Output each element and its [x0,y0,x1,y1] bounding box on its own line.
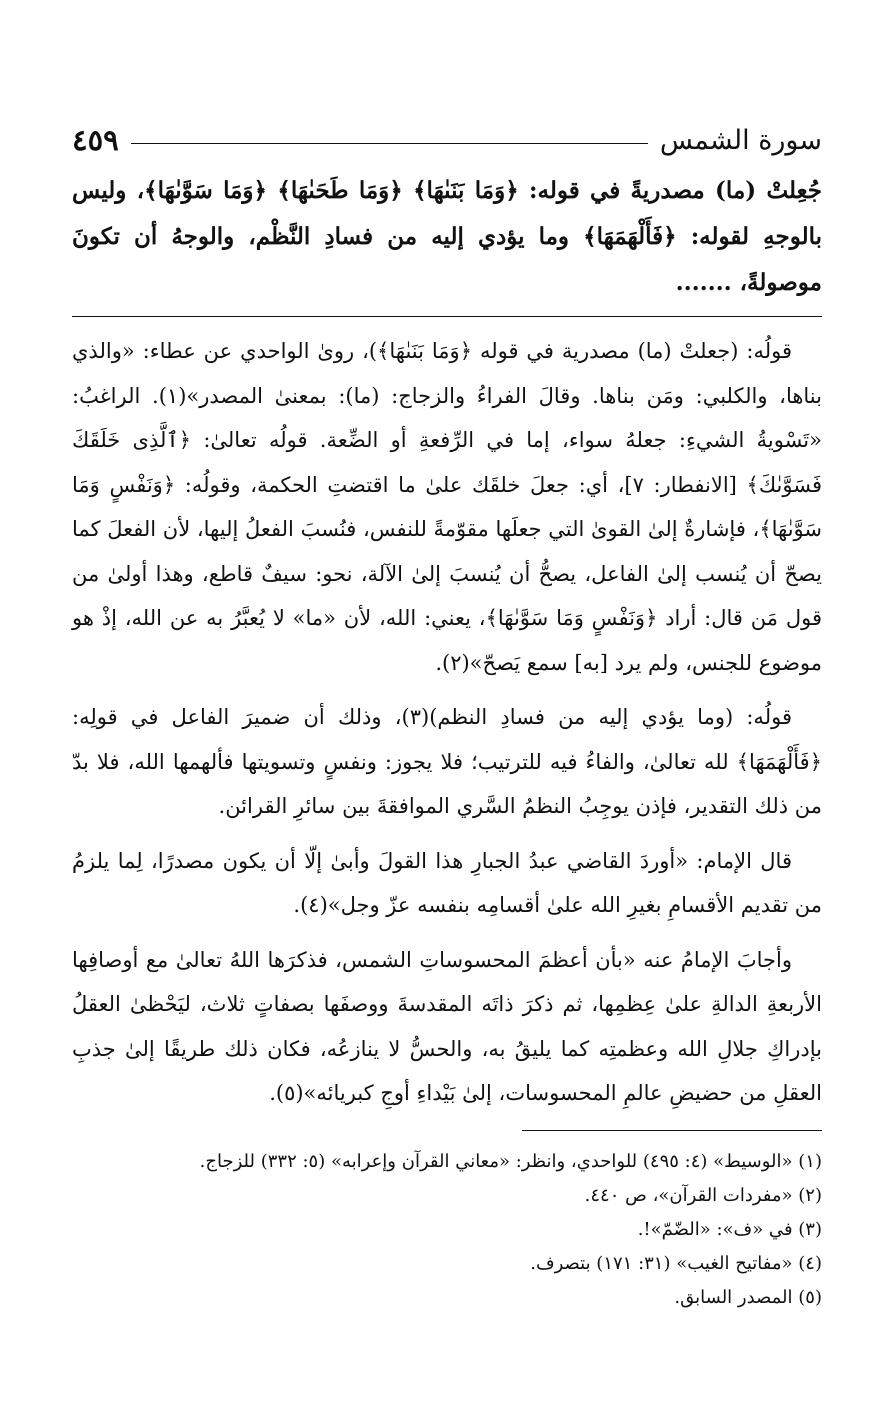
footnotes [72,1145,822,1315]
page-header [72,120,822,160]
footnote: (٤) «مفاتيح الغيب» (٣١: ١٧١) بتصرف. [530,1252,822,1274]
footnote: (٣) في «ف»: «الضّمّ»!. [637,1218,822,1240]
commentary-paragraph: قولُه: (جعلتْ (ما) مصدرية في قوله ﴿وَمَا بَنَىٰهَا﴾)، روىٰ الواحدي عن عطاء: «والذي بناها، والكلبي: ومَن بناها. وقالَ الفراءُ والزجاج: (ما): بمعنىٰ المصدر»(١). الراغبُ: «تَسْويةُ الشيءِ: جعلهُ سواء، إما في الرِّفعةِ أو الضِّعة. قولُه تعالىٰ: ﴿ٱلَّذِى خَلَقَكَ فَسَوَّىٰكَ﴾ [الانفطار: ٧]، أي: جعلَ خلقَك علىٰ ما اقتضتِ الحكمة، وقولُه: ﴿وَنَفْسٍ وَمَا سَوَّىٰهَا﴾، فإشارةٌ إلىٰ القوىٰ التي جعلَها مقوّمةً للنفس، فنُسبَ الفعلُ إليها، لأن الفعلَ كما يصحّ أن يُنسب إلىٰ الفاعل، يصحُّ أن يُنسبَ إلىٰ الآلة، نحو: سيفٌ قاطع، وهذا أولىٰ من قول مَن قال: أراد ﴿وَنَفْسٍ وَمَا سَوَّىٰهَا﴾، يعني: الله، لأن «ما» لا يُعبَّرُ به عن الله، إذْ هو موضوع للجنس، ولم يرد [به] سمع يَصحّ»(٢). [72,339,822,675]
commentary-paragraph: قال الإمام: «أوردَ القاضي عبدُ الجبارِ هذا القولَ وأبىٰ إلّا أن يكون مصدرًا، لِما يلزمُ من تقديم الأقسامِ بغيرِ الله علىٰ أقسامِه بنفسه عزّ وجل»(٤). [72,848,822,917]
matn-separator [72,316,822,317]
footnote-separator [522,1130,822,1131]
footnote: (١) «الوسيط» (٤: ٤٩٥) للواحدي، وانظر: «معاني القرآن وإعرابه» (٥: ٣٣٢) للزجاج. [199,1150,822,1172]
footnote: (٢) «مفردات القرآن»، ص ٤٤٠. [584,1184,822,1206]
header-rule [131,143,648,144]
commentary [72,329,822,1116]
page [72,120,822,1315]
footnote: (٥) المصدر السابق. [674,1286,822,1308]
surah-title: سورة الشمس [659,124,822,156]
commentary-paragraph: قولُه: (وما يؤدي إليه من فسادِ النظم)(٣)، وذلك أن ضميرَ الفاعل في قولِه: ﴿فَأَلْهَمَهَا﴾ لله تعالىٰ، والفاءُ فيه للترتيب؛ فلا يجوز: ونفسٍ وتسويتها فألهمها الله، فلا بدّ من ذلك التقدير، فإذن يوجِبُ النظمُ السَّري الموافقةَ بين سائرِ القرائن. [72,705,822,818]
commentary-paragraph: وأجابَ الإمامُ عنه «بأن أعظمَ المحسوساتِ الشمس، فذكرَها اللهُ تعالىٰ مع أوصافِها الأربعةِ الدالةِ علىٰ عِظمِها، ثم ذكرَ ذاتَه المقدسةَ ووصفَها بصفاتٍ ثلاث، ليَحْظىٰ العقلُ بإدراكِ جلالِ الله وعظمتِه كما يليقُ به، والحسُّ لا ينازعُه، فكان ذلك طريقًا إلىٰ جذبِ العقلِ من حضيضِ عالمِ المحسوسات، إلىٰ بَيْداءِ أوجِ كبريائه»(٥). [72,947,822,1105]
matn-text: جُعِلتْ (ما) مصدريةً في قوله: ﴿وَمَا بَنَىٰهَا﴾ ﴿وَمَا طَحَىٰهَا﴾ ﴿وَمَا سَوَّىٰهَا﴾، وليس بالوجهِ لقوله: ﴿فَأَلْهَمَهَا﴾ وما يؤدي إليه من فسادِ النَّظْم، والوجهُ أن تكونَ موصولةً، ....... [72,177,822,296]
page-number: ٤٥٩ [72,123,119,157]
